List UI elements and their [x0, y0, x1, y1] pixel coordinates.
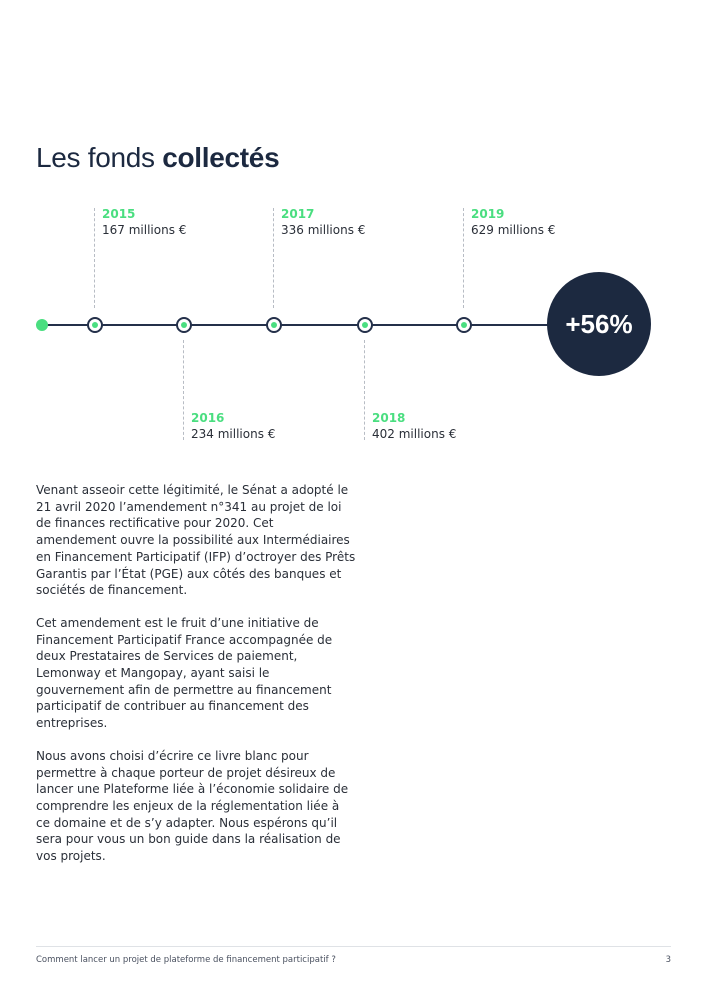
timeline-label-2016: [191, 410, 275, 443]
year-2016: 2016: [191, 411, 225, 425]
year-2018: 2018: [372, 411, 406, 425]
title-light: Les fonds: [36, 142, 163, 173]
paragraph: Nous avons choisi d’écrire ce livre blanc pour permettre à chaque porteur de projet désireux de lancer une Plateforme liée à l’économie solidaire de comprendre les enjeux de la réglementation liée à ce domaine et de s’y adapter. Nous espérons qu’il sera pour vous un bon guide dans la réalisation de vos projets.: [36, 748, 349, 864]
timeline-node-2016: [176, 317, 192, 333]
year-2015: 2015: [102, 207, 136, 221]
year-2017: 2017: [281, 207, 315, 221]
page-number: 3: [665, 955, 671, 965]
funds-timeline: [0, 0, 707, 460]
paragraph: Cet amendement est le fruit d’une initiative de Financement Participatif France accompagnée de deux Prestataires de Services de paiement, Lemonway et Mangopay, ayant saisi le gouvernement afin de permettre au financement participatif de contribuer au financement des entreprises.: [36, 615, 333, 731]
timeline-label-2015: [102, 206, 186, 239]
timeline-start-dot: [36, 319, 48, 331]
amount-2019: 629 millions €: [471, 223, 556, 237]
footer-divider: [36, 946, 671, 947]
timeline-line: [42, 324, 562, 326]
timeline-node-2018: [357, 317, 373, 333]
footer-title: Comment lancer un projet de plateforme de financement participatif ?: [36, 955, 336, 965]
timeline-label-2017: [281, 206, 365, 239]
amount-2018: 402 millions €: [372, 427, 457, 441]
year-2019: 2019: [471, 207, 505, 221]
timeline-label-2018: [372, 410, 456, 443]
connector-2019: [463, 208, 464, 308]
title-bold: collectés: [162, 142, 280, 173]
amount-2016: 234 millions €: [191, 427, 276, 441]
timeline-node-2015: [87, 317, 103, 333]
timeline-node-2019: [456, 317, 472, 333]
timeline-node-2017: [266, 317, 282, 333]
paragraph: Venant asseoir cette légitimité, le Sénat a adopté le 21 avril 2020 l’amendement n°341 au projet de loi de finances rectificative pour 2020. Cet amendement ouvre la possibilité aux Intermédiaires en Financement Participatif (IFP) d’octroyer des Prêts Garantis par l’État (PGE) aux côtés des banques et sociétés de financement.: [36, 483, 356, 598]
connector-2015: [94, 208, 95, 308]
connector-2016: [183, 340, 184, 440]
growth-badge: [547, 272, 651, 376]
timeline-label-2019: [471, 206, 555, 239]
amount-2017: 336 millions €: [281, 223, 366, 237]
connector-2017: [273, 208, 274, 308]
connector-2018: [364, 340, 365, 440]
amount-2015: 167 millions €: [102, 223, 187, 237]
body-text: [36, 482, 356, 881]
growth-value: +56%: [565, 308, 633, 339]
